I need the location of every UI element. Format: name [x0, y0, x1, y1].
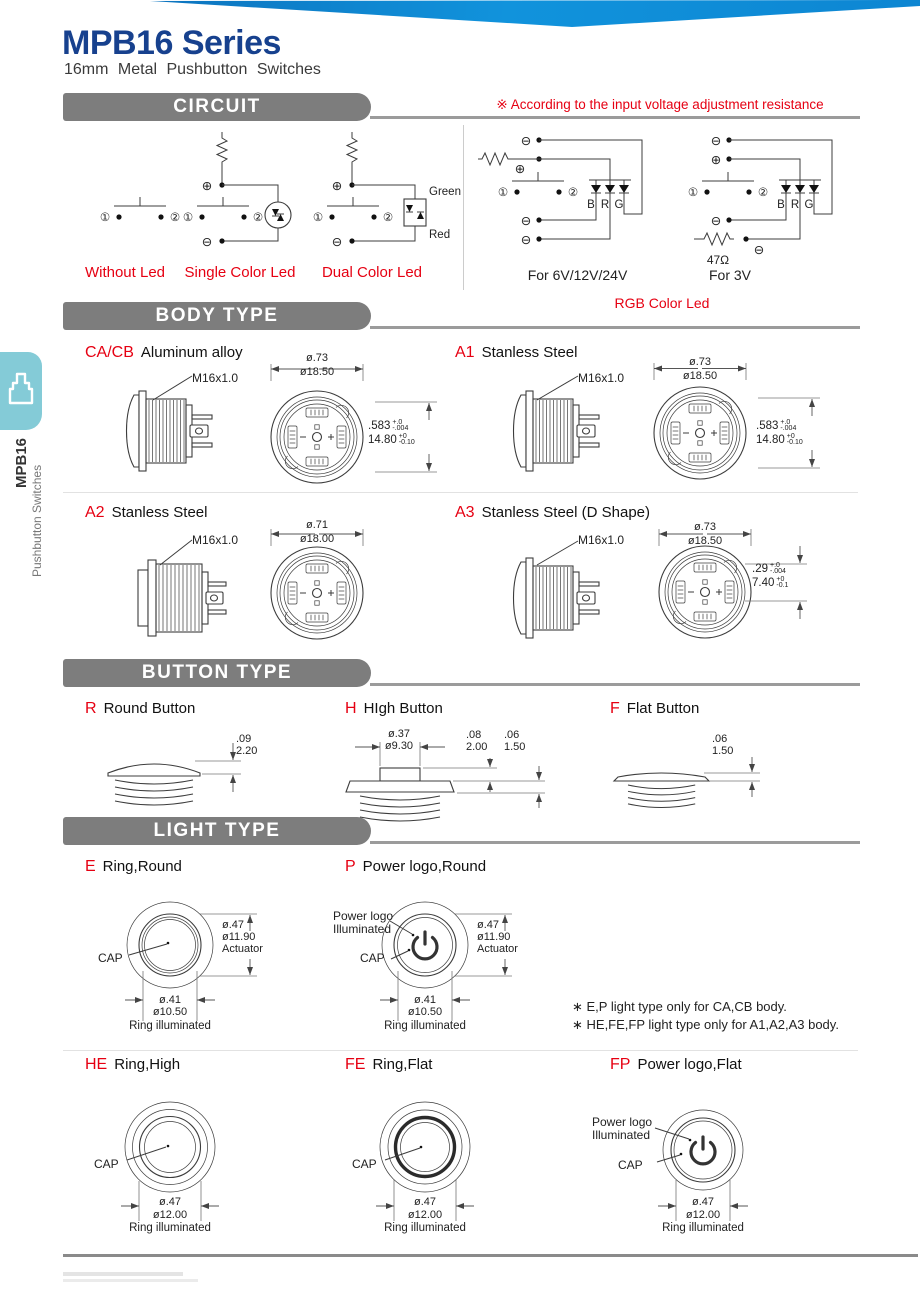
page-title: MPB16 Series	[62, 24, 281, 62]
green-led-label: Green	[429, 186, 461, 198]
dim-dia-in-cacb: ø.73	[305, 352, 328, 364]
dim-fp-ring-mm: ø12.00	[685, 1209, 721, 1221]
caption-rgb-3v: For 3V	[708, 267, 751, 283]
caption-rgb-color-led: RGB Color Led	[614, 295, 710, 311]
button-item-r-label: R Round Button	[85, 700, 196, 717]
dim-dia-mm-cacb: ø18.50	[299, 366, 335, 378]
cap-label-e: CAP	[98, 951, 123, 965]
caption-rgb-6v: For 6V/12V/24V	[527, 267, 628, 283]
light-note-2: ∗ HE,FE,FP light type only for A1,A2,A3 body.	[572, 1017, 839, 1032]
sidebar-tab	[0, 352, 42, 430]
dim-he-ring-in: ø.47	[158, 1196, 181, 1208]
dim-e-ring-mm: ø10.50	[152, 1006, 188, 1018]
svg-text:⊖: ⊖	[201, 235, 213, 249]
svg-text:⊖: ⊖	[331, 235, 343, 249]
circuit-diagram-dual-color-led	[290, 128, 465, 263]
svg-text:⊕: ⊕	[514, 162, 526, 176]
svg-text:⊖: ⊖	[520, 134, 532, 148]
dim-dia-in-a1: ø.73	[688, 356, 711, 368]
body-drawing-a2	[75, 515, 465, 675]
dim-e-ring-in: ø.41	[158, 994, 181, 1006]
section-rule-light-type	[370, 841, 860, 844]
ring-illuminated-label-e: Ring illuminated	[129, 1020, 211, 1032]
svg-text:⊖: ⊖	[710, 214, 722, 228]
datasheet-page: ② MPB16 Series 16mm Metal Pushbutton Switches MPB16 Pushbutton Switches CIRCUIT ※ According to the input voltage adjustment resistance Without Led ⊕ ⊖ Single Color Led ⊕ ⊖ Green Red Dual Color Led ⊖ ⊕ B R G ⊖ ⊖ For 6V/12V/24V ⊖ ⊕ B R G ⊖ ⊖ 47Ω For 3V RGB Color Led BODY TYPE CA/CB Aluminum alloy M16x1.0 ø.73 ø18.50 .583 +.0 -.004 14.80 +0 -0.10 A1 Stanless Steel M16x1.0 ø.73 ø18.50 .583 +.0 -.004 14.80 +0 -0.10 A2 Stanless Steel M16x1.0 ø.71 ø18.00 A3 Stanless Steel (D Shape) M16x1.0 ø.73 ø18.50 .29 +.0 -.004 7.40 +0 -0.1 BUTTON TYPE R Round Button .09 2.20 H HIgh Button ø.37 ø9.30 .08 2.00 .06 1.50 F Flat Button .06 1.50 LIGHT TYPE E Ring,Round CAP ø.47 ø11.90 Actuator ø.41 ø10.50 Ring illuminated P Power logo,Round Power logo Illuminated CAP ø.47 ø11.90 Actuator ø.41 ø10.50 Ring illuminated ∗ E,P light type only for CA,CB body. ∗ HE,FE,FP light type only for A1,A2,A3 body. HE Ring,High CAP ø.47 ø12.00 Ring illuminated FE Ring,Flat CAP ø.47 ø12.00 Ring illuminated FP Power logo,Flat Power logo Illuminated CAP ø.47 ø12.00 Ring illuminated	[0, 0, 920, 1292]
light-drawing-p	[345, 875, 545, 1060]
dim-dia-in-a3: ø.73	[693, 521, 716, 533]
button-drawing-r	[75, 730, 305, 815]
light-item-fe-label: FE Ring,Flat	[345, 1056, 433, 1073]
section-header-light-type: LIGHT TYPE	[63, 817, 371, 845]
light-drawing-e	[85, 875, 285, 1060]
body-drawing-a3	[445, 515, 845, 675]
dim-r-height: .09 2.20	[236, 733, 258, 757]
svg-text:⊖: ⊖	[753, 243, 765, 257]
page-subtitle: 16mm Metal Pushbutton Switches	[64, 61, 321, 78]
power-logo-label-p: Power logo Illuminated	[333, 909, 394, 936]
light-item-e-label: E Ring,Round	[85, 858, 182, 875]
body-item-cacb-label: CA/CB Aluminum alloy	[85, 344, 243, 361]
thread-label-a1: M16x1.0	[578, 371, 625, 385]
svg-text:R: R	[600, 199, 610, 211]
body-item-a1-label: A1 Stanless Steel	[455, 344, 578, 361]
thread-label-a2: M16x1.0	[192, 533, 239, 547]
section-rule-button-type	[370, 683, 860, 686]
dim-h-height2: .06 1.50	[504, 729, 526, 753]
section-header-body-type: BODY TYPE	[63, 302, 371, 330]
cap-label-p: CAP	[360, 951, 385, 965]
svg-text:⊖: ⊖	[520, 233, 532, 247]
dim-height-a3: .29 +.0 -.004 7.40 +0 -0.1	[752, 561, 789, 589]
ring-illuminated-label-p: Ring illuminated	[384, 1020, 466, 1032]
pushbutton-icon	[6, 370, 36, 414]
caption-dual-color-led: Dual Color Led	[321, 264, 423, 281]
resistor-47ohm-label: 47Ω	[706, 253, 730, 267]
svg-text:⊖: ⊖	[520, 214, 532, 228]
button-item-f-label: F Flat Button	[610, 700, 700, 717]
dim-p-ring-in: ø.41	[413, 994, 436, 1006]
thread-label-a3: M16x1.0	[578, 533, 625, 547]
circuit-separator	[463, 125, 464, 290]
svg-text:⊖: ⊖	[710, 134, 722, 148]
svg-text:⊕: ⊕	[201, 179, 213, 193]
dim-h-dia: ø.37 ø9.30	[384, 728, 414, 752]
dim-dia-mm-a1: ø18.50	[682, 370, 718, 382]
caption-single-color-led: Single Color Led	[184, 264, 296, 281]
button-item-h-label: H HIgh Button	[345, 700, 443, 717]
section-rule-circuit	[370, 116, 860, 119]
ring-illuminated-label-he: Ring illuminated	[129, 1222, 211, 1234]
ring-illuminated-label-fp: Ring illuminated	[662, 1222, 744, 1234]
footer-watermark	[63, 1272, 183, 1276]
circuit-note: ※ According to the input voltage adjustment resistance	[496, 97, 824, 112]
dim-he-ring-mm: ø12.00	[152, 1209, 188, 1221]
svg-text:B: B	[587, 199, 595, 211]
cap-label-he: CAP	[94, 1157, 119, 1171]
dim-p-ring-mm: ø10.50	[407, 1006, 443, 1018]
dim-height-cacb: .583 +.0 -.004 14.80 +0 -0.10	[368, 418, 415, 446]
svg-text:G: G	[614, 199, 624, 211]
red-led-label: Red	[429, 229, 451, 241]
circuit-diagram-rgb-3v	[660, 128, 875, 288]
row-divider-2	[63, 1050, 858, 1051]
footer-watermark	[63, 1279, 198, 1282]
body-item-a3-label: A3 Stanless Steel (D Shape)	[455, 504, 650, 521]
circuit-diagram-rgb-6v12v24v	[470, 128, 685, 278]
section-header-button-type: BUTTON TYPE	[63, 659, 371, 687]
dim-h-height1: .08 2.00	[466, 729, 488, 753]
thread-label-cacb: M16x1.0	[192, 371, 239, 385]
cap-label-fe: CAP	[352, 1157, 377, 1171]
section-header-circuit: CIRCUIT	[63, 93, 371, 121]
dim-height-a1: .583 +.0 -.004 14.80 +0 -0.10	[756, 418, 803, 446]
svg-text:B: B	[777, 199, 785, 211]
svg-text:G: G	[804, 199, 814, 211]
cap-label-fp: CAP	[618, 1158, 643, 1172]
light-item-he-label: HE Ring,High	[85, 1056, 181, 1073]
dim-dia-mm-a2: ø18.00	[299, 533, 335, 545]
svg-text:R: R	[790, 199, 800, 211]
sidebar-series-label: MPB16	[13, 437, 30, 488]
dim-dia-mm-a3: ø18.50	[687, 535, 723, 547]
light-note-1: ∗ E,P light type only for CA,CB body.	[572, 999, 787, 1014]
dim-fe-ring-mm: ø12.00	[407, 1209, 443, 1221]
svg-text:⊕: ⊕	[710, 153, 722, 167]
sidebar-category-label: Pushbutton Switches	[30, 464, 44, 577]
button-drawing-h	[335, 718, 570, 823]
caption-without-led: Without Led	[84, 264, 166, 281]
dim-f-height: .06 1.50	[712, 733, 734, 757]
light-item-p-label: P Power logo,Round	[345, 858, 487, 875]
dim-fp-ring-in: ø.47	[691, 1196, 714, 1208]
row-divider-1	[63, 492, 858, 493]
dim-e-actuator: ø.47 ø11.90 Actuator	[222, 919, 263, 955]
dim-p-actuator: ø.47 ø11.90 Actuator	[477, 919, 518, 955]
dim-dia-in-a2: ø.71	[305, 519, 328, 531]
ring-illuminated-label-fe: Ring illuminated	[384, 1222, 466, 1234]
light-item-fp-label: FP Power logo,Flat	[610, 1056, 742, 1073]
section-rule-body-type	[370, 326, 860, 329]
svg-text:⊕: ⊕	[331, 179, 343, 193]
footer-rule	[63, 1254, 918, 1257]
power-logo-label-fp: Power logo Illuminated	[592, 1115, 653, 1142]
dim-fe-ring-in: ø.47	[413, 1196, 436, 1208]
body-item-a2-label: A2 Stanless Steel	[85, 504, 208, 521]
